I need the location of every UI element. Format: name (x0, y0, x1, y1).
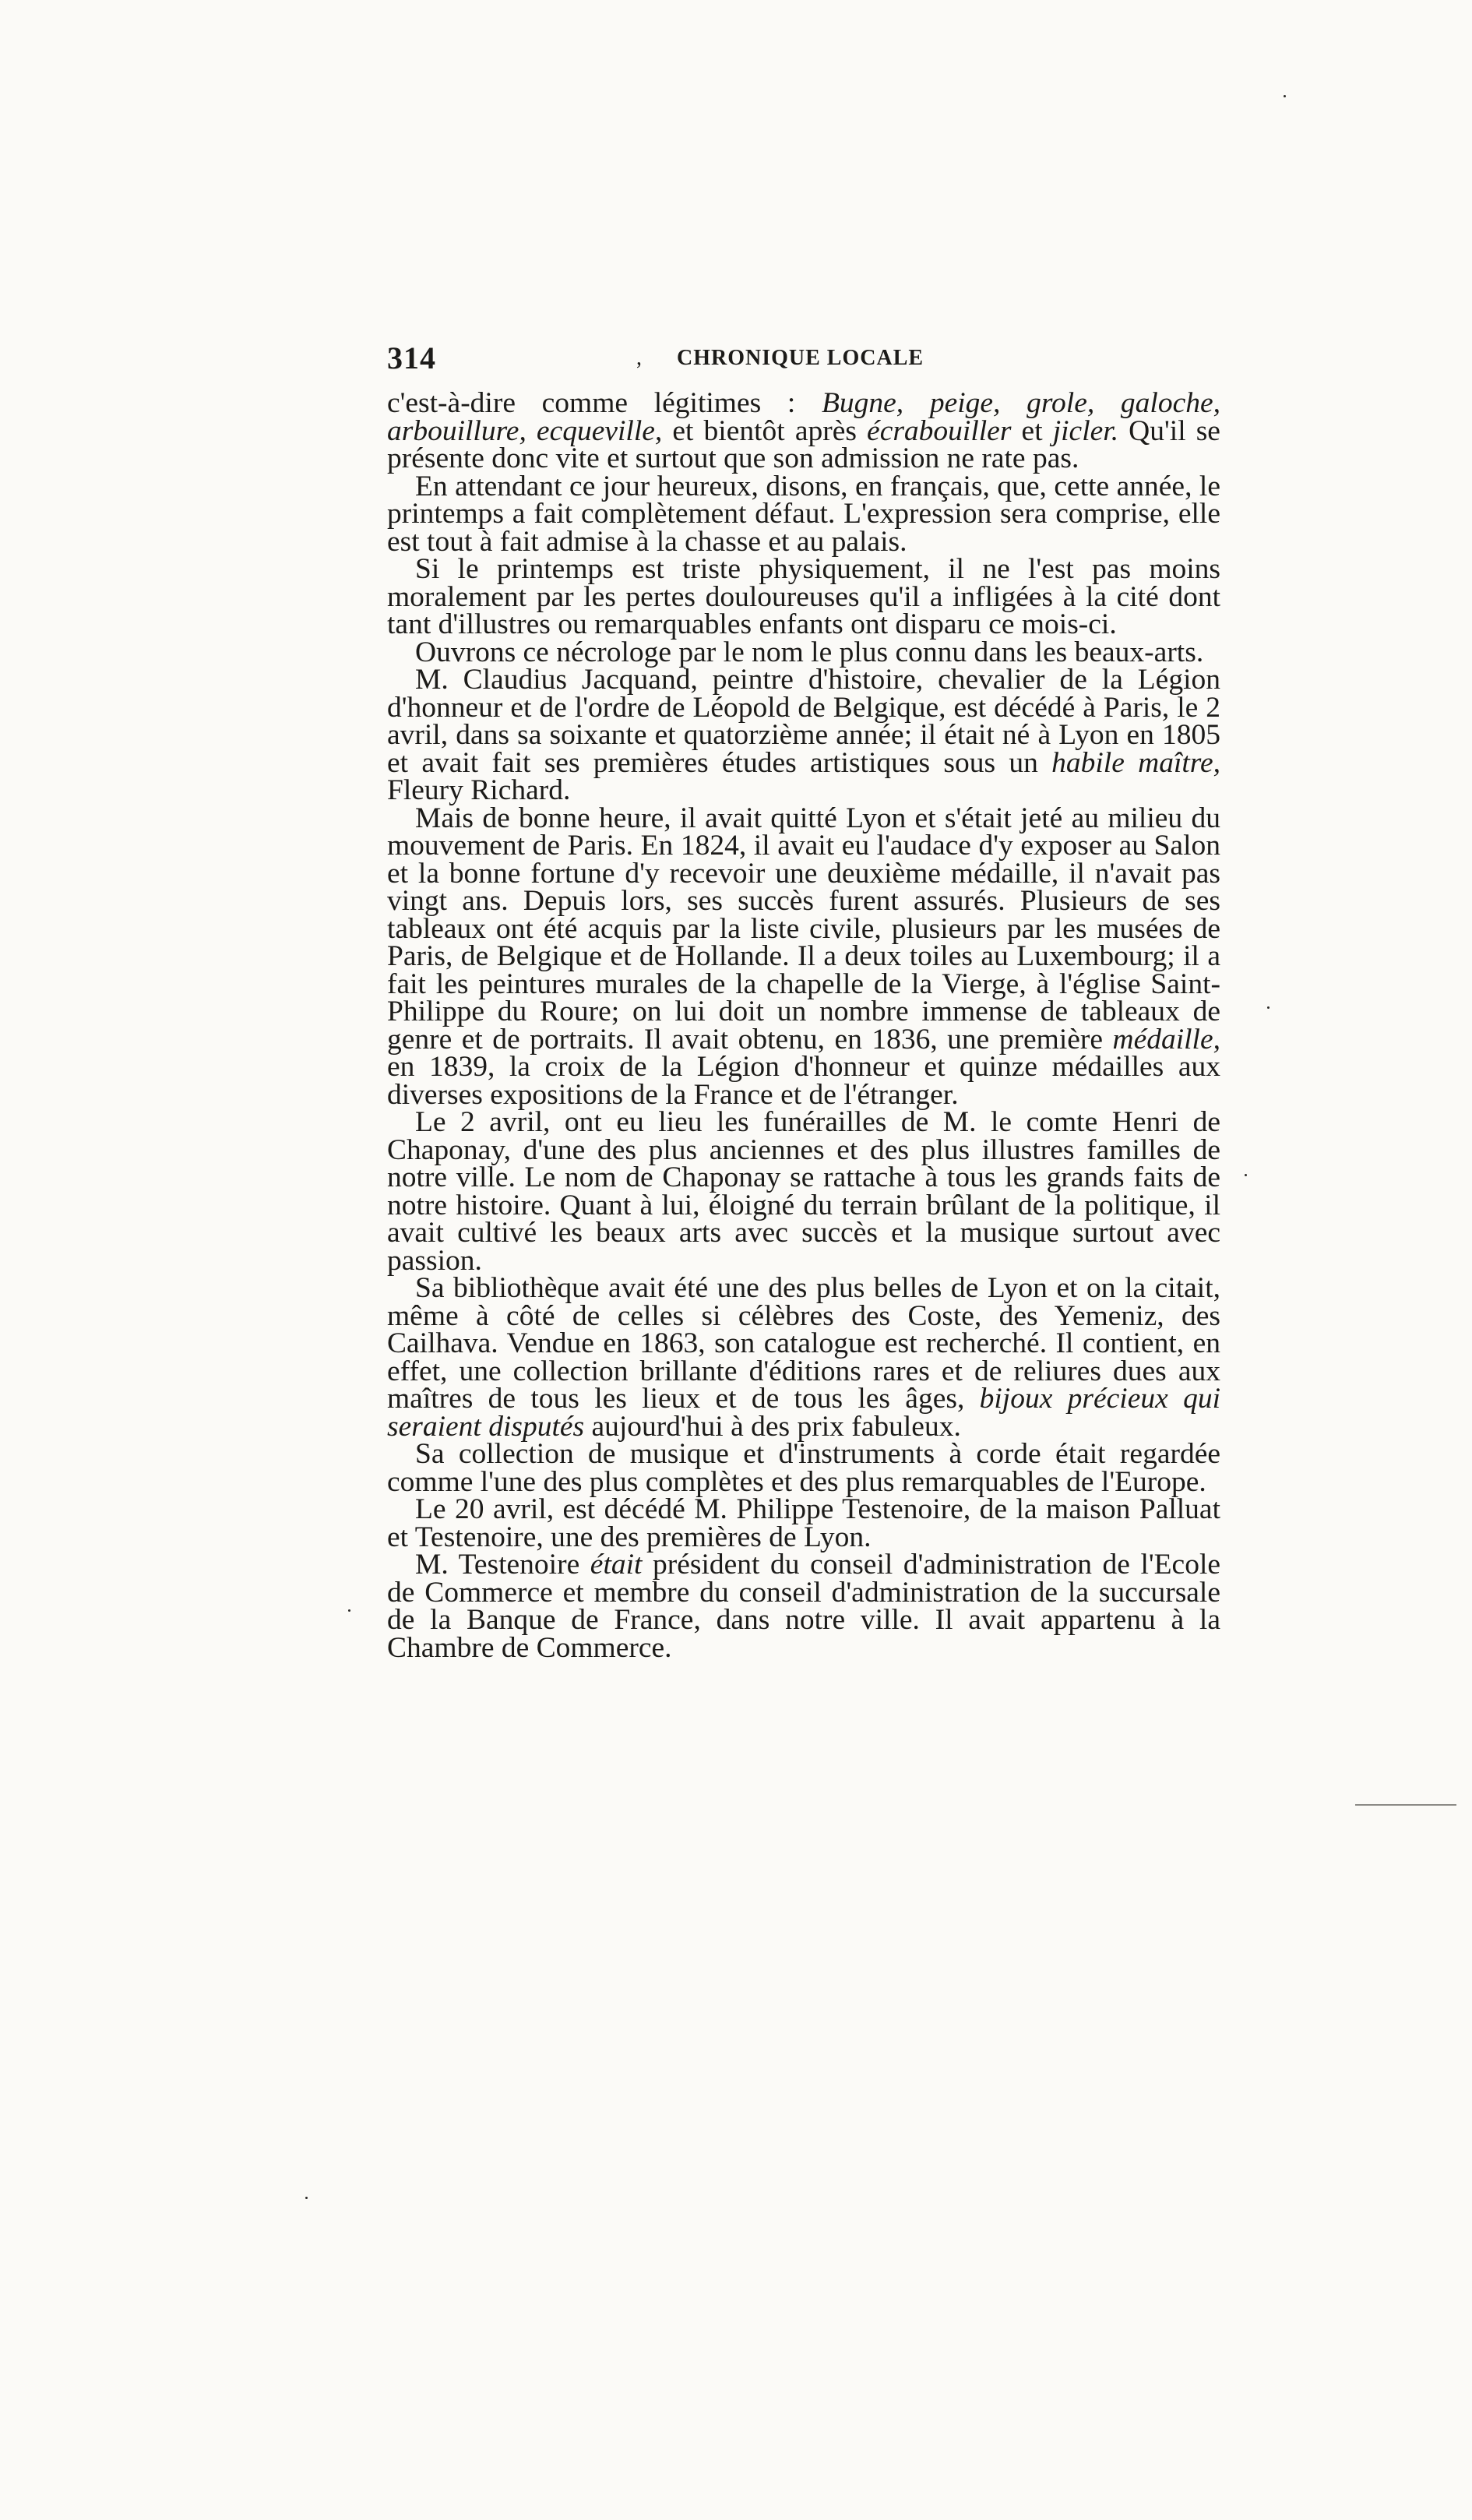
paragraph-text: M. Claudius Jacquand, peintre d'histoire, chevalier de la Légion d'honneur et de l'ordre de Léopold de Belgique, est décédé à Paris, le 2 avril, dans sa soixante et quatorzième année; il était né à Lyon en 1805 et avait fait ses premières études artistiques sous un (387, 664, 1220, 779)
paragraph-text: M. Testenoire (415, 1549, 590, 1581)
paragraph (387, 802, 1220, 1111)
paragraph (387, 555, 1220, 639)
paragraph (387, 1551, 1220, 1662)
italic-text: bijoux précieux qui seraient disputés (387, 1383, 1220, 1443)
italic-text: médaille, (1112, 1023, 1220, 1056)
paragraph-text: aujourd'hui à des prix fabuleux. (584, 1410, 961, 1443)
paragraph-text: et bientôt après (662, 414, 868, 447)
paragraph-text: Fleury Richard. (387, 774, 571, 806)
ink-speck (1284, 95, 1286, 97)
paragraph-text: Si le printemps est triste physiquement, il ne l'est pas moins moralement par les pertes douloureuses qu'il a infligées à la cité dont tant d'illustres ou remarquables enfants ont disparu ce mois-ci. (387, 553, 1220, 640)
paragraph-text: Qu'il se présente donc vite et surtout que son admission ne rate pas. (387, 414, 1220, 474)
paragraph-text: Le 20 avril, est décédé M. Philippe Testenoire, de la maison Palluat et Testenoire, une des premières de Lyon. (387, 1493, 1220, 1553)
italic-text: Bugne, peige, grole, galoche, arbouillure, ecqueville, (387, 387, 1221, 447)
margin-rule (1355, 1804, 1456, 1806)
paragraph-text: et (1011, 414, 1053, 447)
paragraph (387, 1106, 1220, 1277)
page-header (387, 340, 1220, 386)
paragraph-text: Mais de bonne heure, il avait quitté Lyon et s'était jeté au milieu du mouvement de Paris. En 1824, il avait eu l'audace d'y exposer au Salon et la bonne fortune d'y recevoir une deuxième médaille, il n'avait pas vingt ans. Depuis lors, ses succès furent assurés. Plusieurs de ses tableaux ont été acquis par la liste civile, plusieurs par les musées de Paris, de Belgique et de Hollande. Il a deux toiles au Luxembourg; il a fait les peintures murales de la chapelle de la Vierge, à l'église Saint-Philippe du Roure; on lui doit un nombre immense de tableaux de genre et de portraits. Il avait obtenu, en 1836, une première (387, 802, 1220, 1056)
ink-speck (1245, 1174, 1247, 1176)
paragraph (387, 1493, 1220, 1553)
italic-text: jicler. (1052, 414, 1119, 447)
paragraph (387, 666, 1220, 805)
paragraph (387, 1272, 1220, 1443)
paragraph-text: Le 2 avril, ont eu lieu les funérailles de M. le comte Henri de Chaponay, d'une des plus anciennes et des plus illustres familles de notre ville. Le nom de Chaponay se rattache à tous les grands faits de notre histoire. Quant à lui, éloigné du terrain brûlant de la politique, il avait cultivé les beaux arts avec succès et la musique surtout avec passion. (387, 1106, 1220, 1277)
header-mark: , (636, 346, 642, 370)
paragraph-text: En attendant ce jour heureux, disons, en français, que, cette année, le printemps a fait complètement défaut. L'expression sera comprise, elle est tout à fait admise à la chasse et au palais. (387, 470, 1220, 558)
paragraph (387, 470, 1220, 558)
italic-text: était (590, 1549, 643, 1581)
ink-speck (305, 2197, 308, 2199)
paragraph (387, 1440, 1220, 1496)
ink-speck (1267, 1006, 1270, 1009)
paragraph-text: Ouvrons ce nécrologe par le nom le plus connu dans les beaux-arts. (415, 636, 1204, 668)
paragraph-text: Sa bibliothèque avait été une des plus belles de Lyon et on la citait, même à côté de celles si célèbres des Coste, des Yemeniz, des Cailhava. Vendue en 1863, son catalogue est recherché. Il contient, en effet, une collection brillante d'éditions rares et de reliures dues aux maîtres de tous les lieux et de tous les âges, (387, 1272, 1220, 1415)
running-head: CHRONIQUE LOCALE (677, 346, 924, 370)
page-number: 314 (387, 340, 436, 375)
paragraph-text: président du conseil d'administration de l'Ecole de Commerce et membre du conseil d'administration de la succursale de la Banque de France, dans notre ville. Il avait appartenu à la Chambre de Commerce. (387, 1549, 1221, 1664)
ink-speck (348, 1609, 350, 1612)
paragraph-text: en 1839, la croix de la Légion d'honneur et quinze médailles aux diverses expositions de la France et de l'étranger. (387, 1051, 1220, 1111)
paragraph-text: Sa collection de musique et d'instruments à corde était regardée comme l'une des plus complètes et des plus remarquables de l'Europe. (387, 1438, 1220, 1498)
paragraph (387, 636, 1220, 668)
body-text (387, 389, 1220, 1662)
italic-text: habile maître, (1051, 746, 1220, 779)
paragraph (387, 389, 1220, 473)
paragraph-text: c'est-à-dire comme légitimes : (387, 387, 822, 419)
italic-text: écrabouiller (867, 414, 1012, 447)
